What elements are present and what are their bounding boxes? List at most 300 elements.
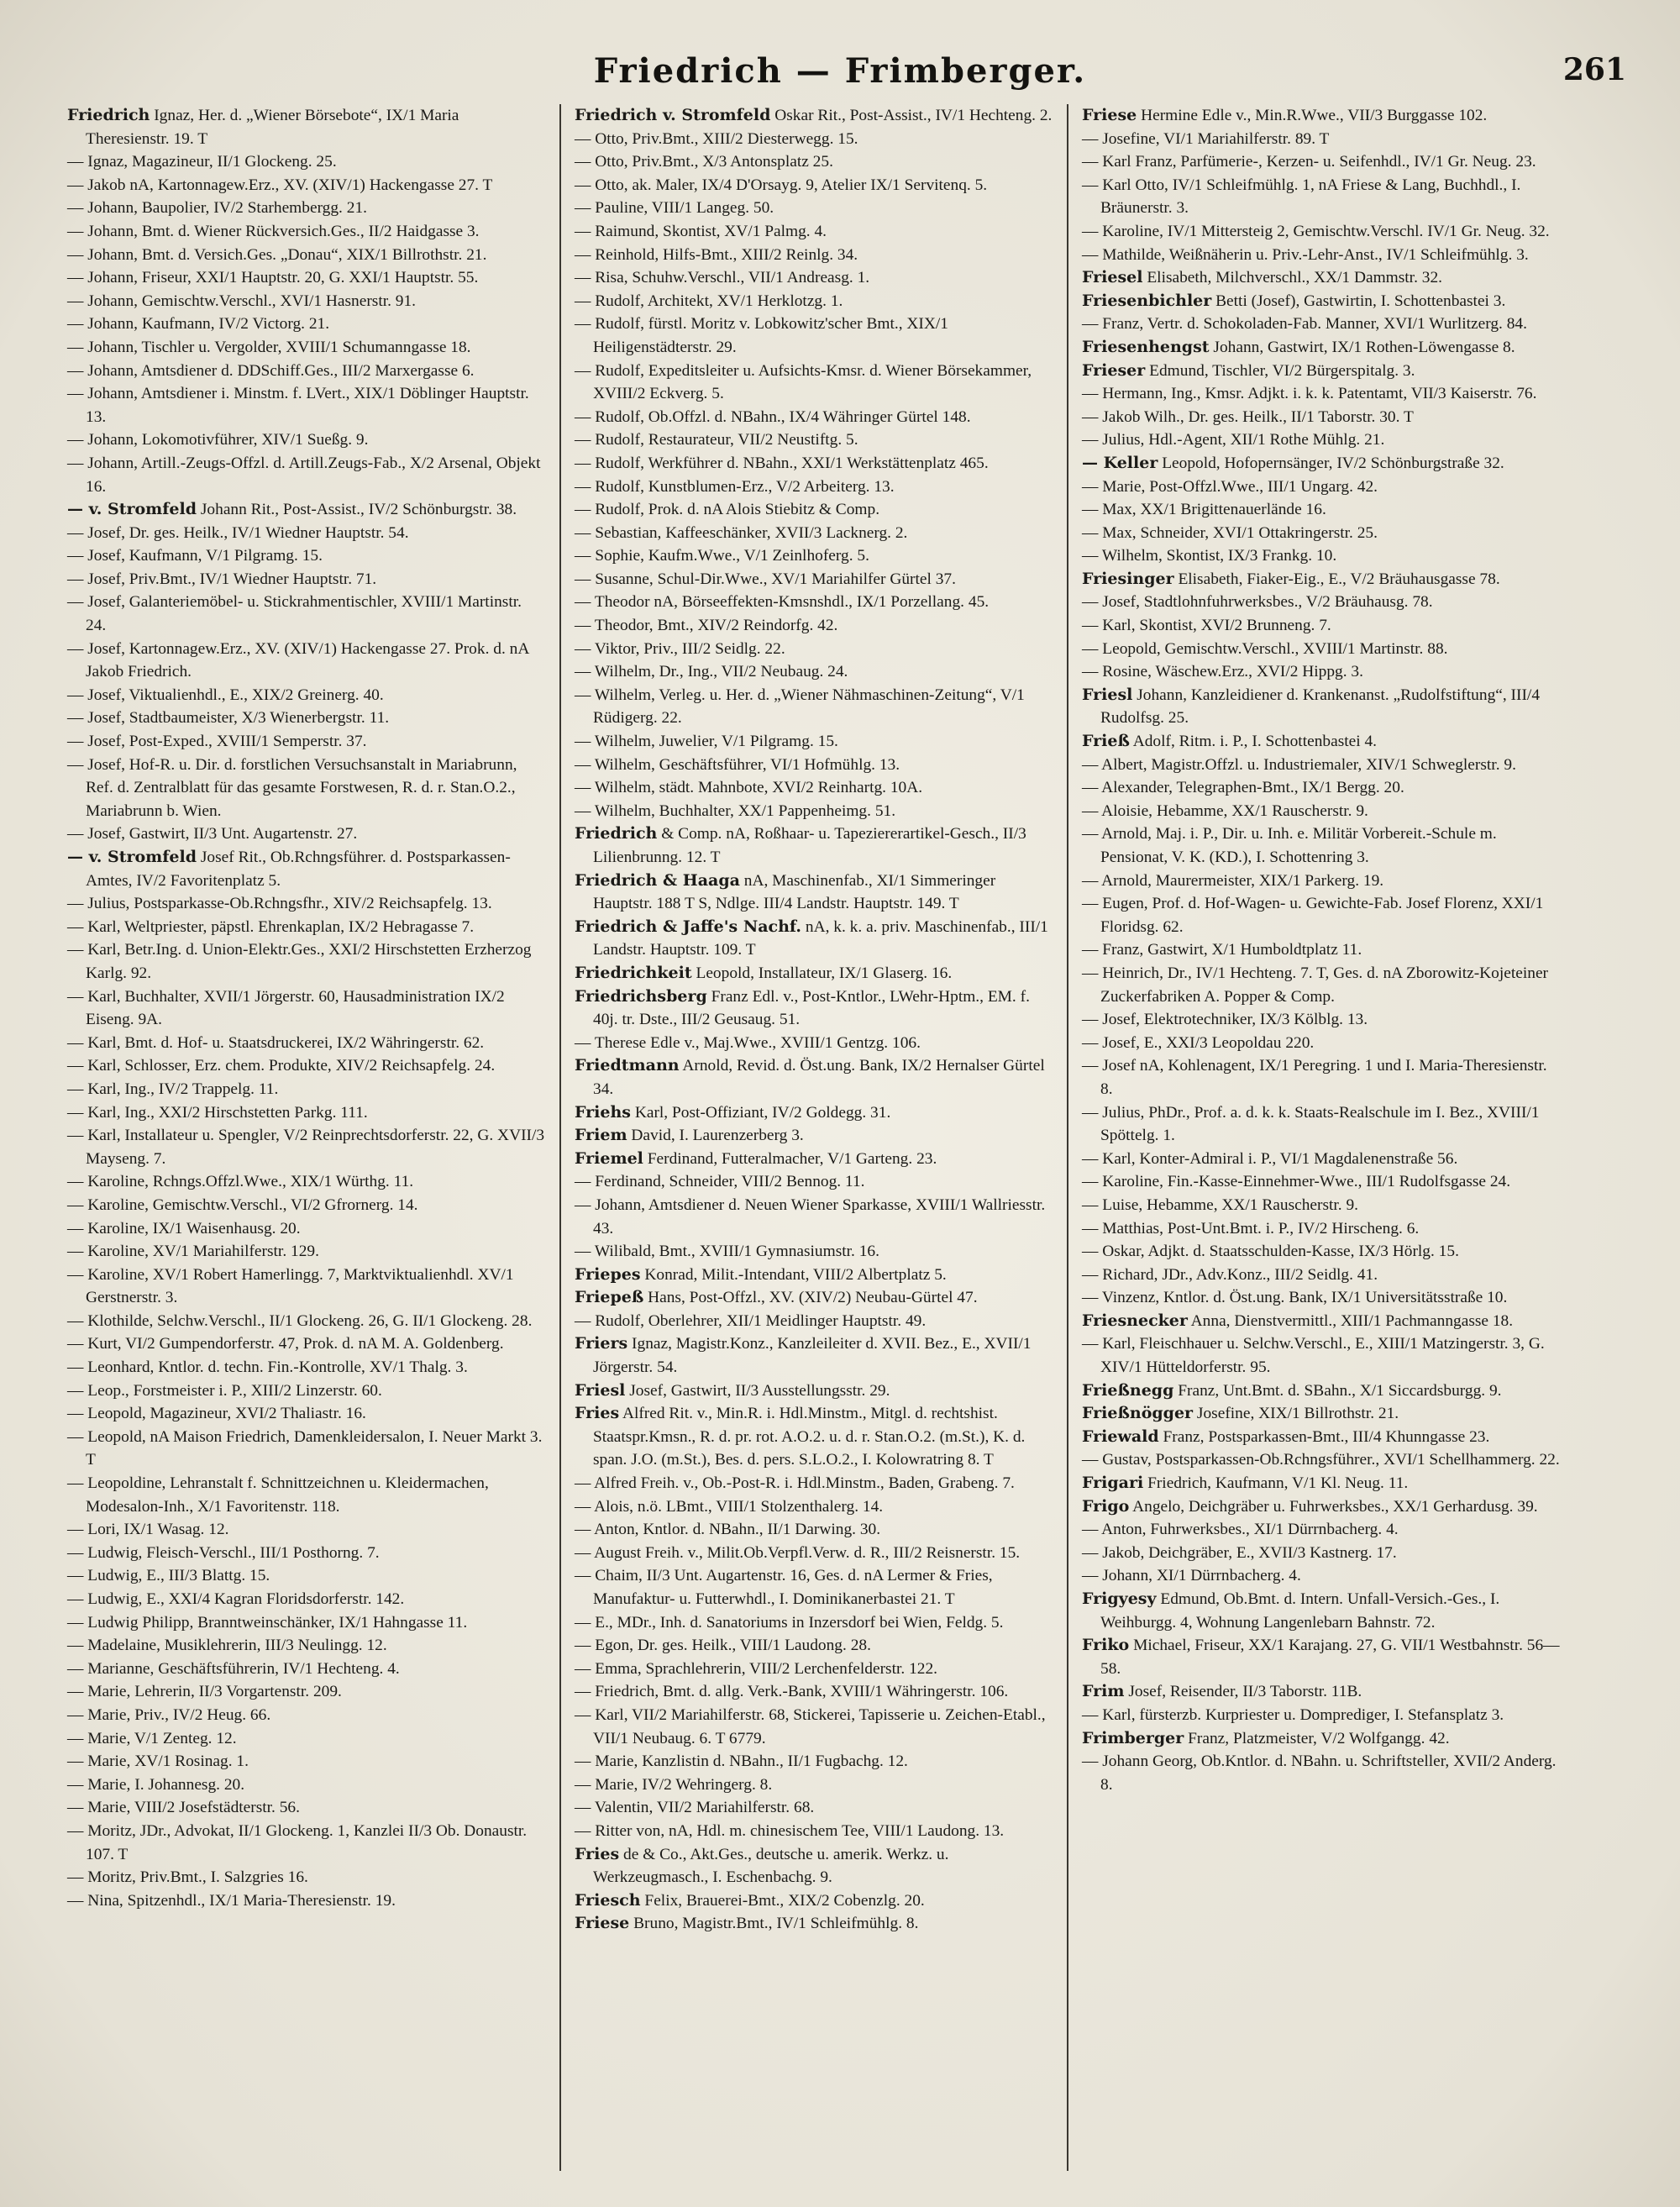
entry-details: — Karl, Betr.Ing. d. Union-Elektr.Ges., XXI/2 Hirschstetten Erzherzog Karlg. 92. [67, 941, 532, 982]
entry-details: Konrad, Milit.-Intendant, VIII/2 Albertplatz 5. [640, 1265, 947, 1284]
directory-entry [1082, 1402, 1561, 1426]
entry-details: — Johann, Amtsdiener i. Minstm. f. LVert., XIX/1 Döblinger Hauptstr. 13. [67, 385, 529, 426]
directory-entry [575, 1379, 1053, 1403]
directory-entry [67, 1704, 546, 1727]
directory-entry [67, 1564, 546, 1588]
directory-entry [1082, 1310, 1561, 1333]
entry-details: — Josef, Post-Exped., XVIII/1 Semperstr. 37. [67, 733, 367, 751]
directory-entry [1082, 290, 1561, 313]
directory-entry [575, 174, 1053, 197]
entry-details: — Johann, XI/1 Dürrnbacherg. 4. [1082, 1567, 1301, 1585]
entry-details: — Heinrich, Dr., IV/1 Hechteng. 7. T, Ges. d. nA Zborowitz-Kojeteiner Zuckerfabriken A. Popper & Comp. [1082, 964, 1549, 1006]
entry-surname: Friese [1082, 106, 1137, 124]
entry-details: — Moritz, Priv.Bmt., I. Salzgries 16. [67, 1868, 308, 1887]
directory-entry [575, 591, 1053, 614]
entry-surname: Frigyesy [1082, 1590, 1157, 1608]
directory-entry [575, 1310, 1053, 1333]
directory-entry [1082, 1750, 1561, 1796]
entry-details: — Moritz, JDr., Advokat, II/1 Glockeng. 1, Kanzlei II/3 Ob. Donaustr. 107. T [67, 1821, 528, 1863]
entry-details: — Rudolf, Restaurateur, VII/2 Neustiftg. 5. [575, 431, 858, 449]
entry-surname: Fries [575, 1404, 620, 1423]
entry-details: — Egon, Dr. ges. Heilk., VIII/1 Laudong. 28. [575, 1637, 871, 1655]
directory-entry [575, 1796, 1053, 1820]
directory-entry [1082, 892, 1561, 938]
entry-details: — Ludwig, Fleisch-Verschl., III/1 Posthorng. 7. [67, 1543, 380, 1562]
entry-details: — Josef, Priv.Bmt., IV/1 Wiedner Hauptstr. 71. [67, 570, 377, 588]
entry-details: — Leopold, nA Maison Friedrich, Damenkleidersalon, I. Neuer Markt 3. T [67, 1427, 543, 1469]
directory-entry [575, 568, 1053, 591]
entry-details: — Johann, Bmt. d. Versich.Ges. „Donau“, XIX/1 Billrothstr. 21. [67, 245, 487, 264]
directory-entry [1082, 1426, 1561, 1449]
entry-details: Arnold, Revid. d. Öst.ung. Bank, IX/2 Hernalser Gürtel 34. [593, 1057, 1045, 1098]
directory-entry [1082, 336, 1561, 360]
entry-details: — Johann, Baupolier, IV/2 Starhembergg. 21. [67, 199, 367, 218]
directory-entry [575, 197, 1053, 220]
directory-entry [67, 290, 546, 313]
directory-entry [1082, 1518, 1561, 1542]
directory-entry [1082, 800, 1561, 823]
entry-surname: Friemel [575, 1148, 643, 1168]
entry-details: — Richard, JDr., Adv.Konz., III/2 Seidlg. 41. [1082, 1265, 1378, 1284]
directory-entry [575, 1912, 1053, 1936]
entry-details: — Sebastian, Kaffeeschänker, XVII/3 Lacknerg. 2. [575, 523, 908, 542]
directory-entry [575, 730, 1053, 754]
directory-entry [1082, 360, 1561, 383]
directory-entry [1082, 1240, 1561, 1264]
directory-entry [67, 1889, 546, 1913]
entry-surname: Friese [575, 1914, 630, 1933]
directory-entry [67, 1820, 546, 1866]
entry-details: — Karoline, XV/1 Mariahilferstr. 129. [67, 1243, 319, 1261]
directory-entry [1082, 498, 1561, 522]
entry-details: — Karl, Schlosser, Erz. chem. Produkte, XIV/2 Reichsapfelg. 24. [67, 1057, 496, 1075]
directory-entry [67, 266, 546, 290]
entry-details: — Leopold, Gemischtw.Verschl., XVIII/1 Martinstr. 88. [1082, 639, 1448, 658]
entry-details: Angelo, Deichgräber u. Fuhrwerksbes., XX/1 Gerhardusg. 39. [1129, 1497, 1538, 1516]
directory-entry [67, 1217, 546, 1241]
directory-entry [67, 336, 546, 360]
directory-entry [67, 1170, 546, 1194]
entry-details: — Josefine, VI/1 Mariahilferstr. 89. T [1082, 129, 1330, 148]
directory-entry [1082, 1101, 1561, 1148]
directory-entry [1082, 1564, 1561, 1588]
entry-details: — Karl, Skontist, XVI/2 Brunneng. 7. [1082, 617, 1331, 635]
entry-details: Franz, Unt.Bmt. d. SBahn., X/1 Siccardsburgg. 9. [1173, 1381, 1502, 1400]
entry-details: — Ludwig Philipp, Branntweinschänker, IX/1 Hahngasse 11. [67, 1613, 468, 1632]
directory-entry [575, 476, 1053, 499]
column-2 [561, 104, 1068, 2171]
directory-entry [67, 684, 546, 707]
entry-details: — Alexander, Telegraphen-Bmt., IX/1 Bergg. 20. [1082, 779, 1404, 797]
entry-surname: Friesl [575, 1380, 626, 1400]
entry-details: — Josef, Stadtlohnfuhrwerksbes., V/2 Bräuhausg. 78. [1082, 593, 1433, 612]
directory-entry [67, 638, 546, 684]
entry-details: — Franz, Vertr. d. Schokoladen-Fab. Manner, XVI/1 Wurlitzerg. 84. [1082, 315, 1527, 334]
entry-details: — Marie, Kanzlistin d. NBahn., II/1 Fugbachg. 12. [575, 1752, 908, 1771]
entry-details: Franz Edl. v., Post-Kntlor., LWehr-Hptm., EM. f. 40j. tr. Dste., III/2 Geusaug. 51. [593, 987, 1030, 1029]
directory-entry [575, 1889, 1053, 1913]
entry-details: Leopold, Hofopernsänger, IV/2 Schönburgstraße 32. [1158, 454, 1504, 472]
entry-surname: Friewald [1082, 1427, 1159, 1446]
entry-details: Johann, Kanzleidiener d. Krankenanst. „Rudolfstiftung“, III/4 Rudolfsg. 25. [1100, 686, 1541, 728]
entry-details: — Josef, E., XXI/3 Leopoldau 220. [1082, 1033, 1315, 1052]
entry-details: — Leonhard, Kntlor. d. techn. Fin.-Kontrolle, XV/1 Thalg. 3. [67, 1358, 468, 1377]
directory-entry [575, 1750, 1053, 1773]
entry-details: — Wilhelm, Buchhalter, XX/1 Pappenheimg. 51. [575, 801, 896, 820]
directory-entry [1082, 128, 1561, 151]
directory-entry [67, 1078, 546, 1101]
directory-entry [67, 1356, 546, 1379]
entry-details: — Franz, Gastwirt, X/1 Humboldtplatz 11. [1082, 941, 1362, 959]
entry-surname: Friesl [1082, 685, 1133, 704]
entry-details: — Arnold, Maurermeister, XIX/1 Parkerg. 19. [1082, 871, 1384, 890]
entry-details: — Theodor nA, Börseeffekten-Kmsnshdl., IX/1 Porzellang. 45. [575, 593, 990, 612]
entry-details: — Wilhelm, Geschäftsführer, VI/1 Hofmühlg. 13. [575, 755, 900, 774]
directory-entry [1082, 406, 1561, 429]
entry-details: Elisabeth, Milchverschl., XX/1 Dammstr. 32. [1142, 269, 1443, 287]
entry-surname: Friesenbichler [1082, 291, 1212, 310]
entry-details: — Wilhelm, Verleg. u. Her. d. „Wiener Nähmaschinen-Zeitung“, V/1 Rüdigerg. 22. [575, 686, 1025, 728]
directory-entry [67, 382, 546, 428]
entry-surname: Friesel [1082, 268, 1143, 287]
entry-details: — Therese Edle v., Maj.Wwe., XVIII/1 Gentzg. 106. [575, 1033, 921, 1052]
entry-surname: Frimberger [1082, 1728, 1184, 1747]
entry-details: — Oskar, Adjkt. d. Staatsschulden-Kasse, IX/3 Hörlg. 15. [1082, 1243, 1459, 1261]
directory-entry [575, 684, 1053, 730]
entry-surname: Frieß [1082, 732, 1130, 751]
entry-surname: — v. Stromfeld [67, 848, 197, 866]
directory-entry [575, 614, 1053, 638]
entry-details: — Gustav, Postsparkassen-Ob.Rchngsführer., XVI/1 Schellhammerg. 22. [1082, 1451, 1560, 1469]
entry-details: — Julius, Hdl.-Agent, XII/1 Rothe Mühlg. 21. [1082, 431, 1385, 449]
directory-entry [1082, 1588, 1561, 1634]
entry-details: David, I. Laurenzerberg 3. [627, 1127, 804, 1145]
entry-details: — Rudolf, Prok. d. nA Alois Stiebitz & Comp. [575, 501, 880, 519]
entry-details: — Karl, Konter-Admiral i. P., VI/1 Magdalenenstraße 56. [1082, 1149, 1458, 1168]
directory-entry [1082, 476, 1561, 499]
entry-details: — Chaim, II/3 Unt. Augartenstr. 16, Ges. d. nA Lermer & Fries, Manufaktur- u. Futterwhdl., I. Dominikanerbastei 21. T [575, 1567, 993, 1608]
entry-details: — Johann, Kaufmann, IV/2 Victorg. 21. [67, 315, 330, 334]
directory-entry [1082, 1542, 1561, 1565]
directory-entry [575, 776, 1053, 800]
entry-details: — Rudolf, Oberlehrer, XII/1 Meidlinger Hauptstr. 49. [575, 1311, 927, 1330]
entry-details: — Wilibald, Bmt., XVIII/1 Gymnasiumstr. 16. [575, 1243, 879, 1261]
directory-entry [575, 1704, 1053, 1750]
entry-details: — Johann, Friseur, XXI/1 Hauptstr. 20, G. XXI/1 Hauptstr. 55. [67, 269, 479, 287]
entry-details: — Leopold, Magazineur, XVI/2 Thaliastr. 16. [67, 1405, 366, 1423]
directory-entry [1082, 266, 1561, 290]
directory-entry [67, 916, 546, 939]
page-number: 261 [1562, 52, 1626, 87]
entry-details: — Marie, V/1 Zenteg. 12. [67, 1729, 237, 1747]
entry-details: — Karl, Ing., XXI/2 Hirschstetten Parkg. 111. [67, 1103, 368, 1122]
directory-entry [575, 1518, 1053, 1542]
directory-entry [1082, 568, 1561, 591]
entry-details: Karl, Post-Offiziant, IV/2 Goldegg. 31. [630, 1103, 891, 1122]
directory-entry [1082, 244, 1561, 267]
directory-entry [1082, 1727, 1561, 1751]
entry-details: — Otto, ak. Maler, IX/4 D'Orsayg. 9, Atelier IX/1 Servitenq. 5. [575, 176, 988, 194]
entry-details: — Max, XX/1 Brigittenauerlände 16. [1082, 501, 1326, 519]
directory-entry [67, 1750, 546, 1773]
directory-entry [67, 892, 546, 916]
entry-details: — Josef nA, Kohlenagent, IX/1 Peregring. 1 und I. Maria-Theresienstr. 8. [1082, 1057, 1547, 1098]
entry-details: — Anton, Kntlor. d. NBahn., II/1 Darwing. 30. [575, 1521, 881, 1539]
entry-surname: Friepes [575, 1264, 641, 1284]
directory-entry [575, 1148, 1053, 1171]
entry-details: — Karl Otto, IV/1 Schleifmühlg. 1, nA Friese & Lang, Buchhdl., I. Bräunerstr. 3. [1082, 176, 1521, 218]
entry-details: — Josef, Kaufmann, V/1 Pilgramg. 15. [67, 547, 323, 565]
directory-entry [67, 1379, 546, 1403]
entry-details: Adolf, Ritm. i. P., I. Schottenbastei 4. [1129, 733, 1378, 751]
entry-details: — Reinhold, Hilfs-Bmt., XIII/2 Reinlg. 34. [575, 245, 858, 264]
directory-entry [575, 1843, 1053, 1889]
entry-details: & Comp. nA, Roßhaar- u. Tapeziererartikel-Gesch., II/3 Lilienbrunng. 12. T [593, 825, 1026, 866]
directory-entry [67, 1518, 546, 1542]
directory-entry [575, 313, 1053, 359]
entry-details: — Julius, PhDr., Prof. a. d. k. k. Staats-Realschule im I. Bez., XVIII/1 Spöttelg. 1. [1082, 1103, 1540, 1145]
entry-surname: Friers [575, 1334, 628, 1353]
entry-details: Betti (Josef), Gastwirtin, I. Schottenbastei 3. [1211, 292, 1506, 310]
entry-details: — Lori, IX/1 Wasag. 12. [67, 1521, 229, 1539]
entry-surname: — Keller [1082, 453, 1158, 472]
directory-entry [575, 290, 1053, 313]
entry-details: Alfred Rit. v., Min.R. i. Hdl.Minstm., Mitgl. d. rechtshist. Staatspr.Kmsn., R. d. pr. rot. A.O.2. u. d. r. Stan.O.2. (m.St.), K. d. span. J.O. (m.St.), Bes. d. pers. S.L.O.2., I. Kolowratring 8. T [593, 1405, 1026, 1469]
directory-entry [67, 846, 546, 892]
entry-details: — Matthias, Post-Unt.Bmt. i. P., IV/2 Hirscheng. 6. [1082, 1219, 1420, 1237]
directory-entry [67, 568, 546, 591]
directory-entry [1082, 1032, 1561, 1055]
entry-details: Elisabeth, Fiaker-Eig., E., V/2 Bräuhausgasse 78. [1173, 570, 1500, 588]
entry-surname: Friko [1082, 1636, 1130, 1655]
directory-entry [575, 1680, 1053, 1704]
directory-entry [67, 220, 546, 244]
directory-entry [67, 174, 546, 197]
directory-entry [575, 870, 1053, 916]
directory-entry [1082, 1634, 1561, 1680]
entry-details: — Josef, Galanteriemöbel- u. Stickrahmentischler, XVIII/1 Martinstr. 24. [67, 593, 522, 635]
entry-details: — Marie, Priv., IV/2 Heug. 66. [67, 1705, 271, 1724]
entry-details: Friedrich, Kaufmann, V/1 Kl. Neug. 11. [1143, 1474, 1409, 1493]
entry-details: — Karoline, IX/1 Waisenhausg. 20. [67, 1219, 301, 1237]
directory-entry [575, 800, 1053, 823]
directory-entry [1082, 1680, 1561, 1704]
entry-details: — Rudolf, Architekt, XV/1 Herklotzg. 1. [575, 292, 843, 310]
entry-surname: Frieser [1082, 360, 1146, 380]
entry-surname: Friesch [575, 1890, 641, 1910]
directory-entry [575, 1564, 1053, 1611]
directory-entry [67, 1472, 546, 1518]
entry-details: — Johann, Gemischtw.Verschl., XVI/1 Hasnerstr. 91. [67, 292, 417, 310]
entry-details: — Susanne, Schul-Dir.Wwe., XV/1 Mariahilfer Gürtel 37. [575, 570, 956, 588]
directory-entry [1082, 428, 1561, 452]
directory-entry [67, 1727, 546, 1751]
entry-details: — Karl, Bmt. d. Hof- u. Staatsdruckerei, IX/2 Währingerstr. 62. [67, 1033, 485, 1052]
directory-entry [67, 1542, 546, 1565]
entry-details: — Rudolf, Expeditsleiter u. Aufsichts-Kmsr. d. Wiener Börsekammer, XVIII/2 Eckverg. 5. [575, 361, 1032, 403]
entry-details: — Leopoldine, Lehranstalt f. Schnittzeichnen u. Kleidermachen, Modesalon-Inh., X/1 Favoritenstr. 118. [67, 1474, 489, 1516]
directory-entry [575, 1332, 1053, 1379]
entry-details: — Marie, IV/2 Wehringerg. 8. [575, 1775, 773, 1794]
entry-details: — Josef, Elektrotechniker, IX/3 Kölblg. 13. [1082, 1011, 1368, 1029]
page-header [54, 45, 1626, 96]
directory-entry [575, 244, 1053, 267]
column-3 [1068, 104, 1574, 2171]
directory-entry [1082, 684, 1561, 730]
entry-details: — Anton, Fuhrwerksbes., XI/1 Dürrnbacherg. 4. [1082, 1521, 1399, 1539]
entry-details: — Max, Schneider, XVI/1 Ottakringerstr. 25. [1082, 523, 1378, 542]
entry-details: — Wilhelm, städt. Mahnbote, XVI/2 Reinhartg. 10A. [575, 779, 923, 797]
entry-details: — Karl, Ing., IV/2 Trappelg. 11. [67, 1080, 279, 1098]
entry-details: — Valentin, VII/2 Mariahilferstr. 68. [575, 1799, 815, 1817]
directory-entry [1082, 1448, 1561, 1472]
entry-details: — Johann, Amtsdiener d. DDSchiff.Ges., III/2 Marxergasse 6. [67, 361, 475, 380]
entry-surname: Frim [1082, 1682, 1125, 1701]
entry-surname: Friesnecker [1082, 1311, 1188, 1330]
directory-entry [1082, 1264, 1561, 1287]
directory-entry [575, 452, 1053, 476]
directory-entry [67, 1773, 546, 1797]
directory-entry [1082, 1286, 1561, 1310]
entry-details: — Otto, Priv.Bmt., XIII/2 Diesterwegg. 15. [575, 129, 858, 148]
directory-entry [575, 1634, 1053, 1658]
directory-entry [67, 1194, 546, 1217]
entry-details: — Nina, Spitzenhdl., IX/1 Maria-Theresienstr. 19. [67, 1891, 396, 1910]
directory-entry [575, 1542, 1053, 1565]
directory-entry [67, 707, 546, 730]
directory-entry [1082, 1379, 1561, 1403]
directory-entry [575, 1054, 1053, 1101]
running-head: Friedrich — Frimberger. [593, 50, 1087, 91]
directory-entry [67, 938, 546, 985]
directory-entry [67, 104, 546, 150]
directory-entry [1082, 660, 1561, 684]
directory-entry [575, 822, 1053, 869]
directory-entry [67, 1101, 546, 1125]
directory-entry [67, 522, 546, 545]
entry-details: Leopold, Installateur, IX/1 Glaserg. 16. [691, 964, 953, 982]
entry-details: — Theodor, Bmt., XIV/2 Reindorfg. 42. [575, 617, 838, 635]
directory-entry [1082, 104, 1561, 128]
entry-details: — Ignaz, Magazineur, II/1 Glockeng. 25. [67, 153, 337, 171]
directory-entry [67, 1426, 546, 1472]
entry-surname: Frigari [1082, 1474, 1144, 1493]
directory-entry [67, 1588, 546, 1611]
entry-details: — Arnold, Maj. i. P., Dir. u. Inh. e. Militär Vorbereit.-Schule m. Pensionat, V. K. (KD.), I. Schottenring 3. [1082, 825, 1497, 866]
entry-details: Josef Rit., Ob.Rchngsführer. d. Postsparkassen-Amtes, IV/2 Favoritenplatz 5. [86, 849, 511, 890]
entry-surname: Friedrichsberg [575, 986, 707, 1006]
entry-details: — Wilhelm, Dr., Ing., VII/2 Neubaug. 24. [575, 663, 848, 681]
directory-entry [67, 498, 546, 522]
directory-entry [1082, 544, 1561, 568]
entry-details: — Karoline, Gemischtw.Verschl., VI/2 Gfrornerg. 14. [67, 1195, 418, 1214]
entry-details: — Risa, Schuhw.Verschl., VII/1 Andreasg. 1. [575, 269, 870, 287]
entry-surname: Friedrichkeit [575, 963, 692, 982]
directory-entry [1082, 522, 1561, 545]
entry-details: de & Co., Akt.Ges., deutsche u. amerik. Werkz. u. Werkzeugmasch., I. Eschenbachg. 9. [593, 1845, 949, 1887]
entry-surname: Friesenhengst [1082, 337, 1210, 356]
directory-entry [1082, 1170, 1561, 1194]
directory-entry [67, 544, 546, 568]
entry-details: Felix, Brauerei-Bmt., XIX/2 Cobenzlg. 20. [640, 1891, 925, 1910]
directory-entry [67, 1634, 546, 1658]
directory-entry [1082, 313, 1561, 336]
directory-entry [575, 1194, 1053, 1240]
entry-details: — Johann, Amtsdiener d. Neuen Wiener Sparkasse, XVIII/1 Wallriesstr. 43. [575, 1195, 1046, 1237]
directory-entry [1082, 1194, 1561, 1217]
entry-details: — Josef, Kartonnagew.Erz., XV. (XIV/1) Hackengasse 27. Prok. d. nA Jakob Friedrich. [67, 639, 529, 681]
entry-details: — Wilhelm, Skontist, IX/3 Frankg. 10. [1082, 547, 1337, 565]
directory-entry [575, 150, 1053, 174]
entry-surname: Friedrich & Haaga [575, 870, 740, 890]
entry-details: Josefine, XIX/1 Billrothstr. 21. [1193, 1405, 1399, 1423]
directory-entry [575, 1495, 1053, 1519]
entry-surname: Friesinger [1082, 569, 1174, 588]
entry-details: — Ludwig, E., XXI/4 Kagran Floridsdorferstr. 142. [67, 1590, 405, 1608]
entry-details: — Karl, Buchhalter, XVII/1 Jörgerstr. 60, Hausadministration IX/2 Eiseng. 9A. [67, 987, 505, 1029]
directory-entry [575, 1101, 1053, 1125]
directory-entry [67, 1332, 546, 1356]
entry-details: — Pauline, VIII/1 Langeg. 50. [575, 199, 774, 218]
entry-details: — Jakob, Deichgräber, E., XVII/3 Kastnerg. 17. [1082, 1543, 1397, 1562]
entry-surname: Frigo [1082, 1496, 1130, 1516]
directory-entry [575, 1658, 1053, 1681]
entry-details: Ferdinand, Futteralmacher, V/1 Garteng. 23. [643, 1149, 937, 1168]
entry-details: — Ritter von, nA, Hdl. m. chinesischem Tee, VIII/1 Laudong. 13. [575, 1821, 1005, 1840]
directory-entry [1082, 870, 1561, 893]
entry-details: Anna, Dienstvermittl., XIII/1 Pachmanngasse 18. [1187, 1311, 1514, 1330]
directory-entry [67, 244, 546, 267]
directory-entry [67, 1866, 546, 1889]
directory-entry [575, 1286, 1053, 1310]
column-1 [54, 104, 561, 2171]
entry-details: Franz, Platzmeister, V/2 Wolfgangg. 42. [1184, 1729, 1450, 1747]
directory-entry [67, 360, 546, 383]
entry-details: — Alfred Freih. v., Ob.-Post-R. i. Hdl.Minstm., Baden, Grabeng. 7. [575, 1474, 1015, 1493]
directory-entry [575, 1611, 1053, 1635]
entry-details: — Karoline, XV/1 Robert Hamerlingg. 7, Marktviktualienhdl. XV/1 Gerstnerstr. 3. [67, 1265, 514, 1307]
entry-details: — Josef, Hof-R. u. Dir. d. forstlichen Versuchsanstalt in Mariabrunn, Ref. d. Zentralblatt für das gesamte Forstwesen, R. d. r. Stan.O.2., Mariabrunn b. Wien. [67, 755, 517, 820]
directory-entry [575, 962, 1053, 985]
directory-entry [575, 428, 1053, 452]
entry-details: — Johann, Bmt. d. Wiener Rückversich.Ges., II/2 Haidgasse 3. [67, 222, 480, 240]
entry-details: — Josef, Gastwirt, II/3 Unt. Augartenstr. 27. [67, 825, 358, 843]
directory-entry [67, 428, 546, 452]
entry-details: nA, Maschinenfab., XI/1 Simmeringer Hauptstr. 188 T S, Ndlge. III/4 Landstr. Hauptstr. 149. T [593, 871, 996, 913]
directory-entry [1082, 1704, 1561, 1727]
entry-details: Hans, Post-Offzl., XV. (XIV/2) Neubau-Gürtel 47. [643, 1289, 978, 1307]
directory-entry [1082, 591, 1561, 614]
directory-entry [1082, 1148, 1561, 1171]
entry-details: — Hermann, Ing., Kmsr. Adjkt. i. k. k. Patentamt, VII/3 Kaiserstr. 76. [1082, 385, 1537, 403]
entry-details: — Rudolf, fürstl. Moritz v. Lobkowitz'scher Bmt., XIX/1 Heiligenstädterstr. 29. [575, 315, 948, 356]
entry-details: Edmund, Tischler, VI/2 Bürgerspitalg. 3. [1145, 361, 1415, 380]
directory-entry [1082, 1332, 1561, 1379]
directory-entry [575, 1820, 1053, 1843]
directory-entry [575, 1240, 1053, 1264]
entry-details: — Karl Franz, Parfümerie-, Kerzen- u. Seifenhdl., IV/1 Gr. Neug. 23. [1082, 153, 1536, 171]
directory-entry [1082, 822, 1561, 869]
entry-details: Bruno, Magistr.Bmt., IV/1 Schleifmühlg. 8. [629, 1915, 919, 1933]
entry-details: Ignaz, Her. d. „Wiener Börsebote“, IX/1 Maria Theresienstr. 19. T [86, 107, 459, 148]
directory-entry [575, 1472, 1053, 1495]
directory-entry [67, 822, 546, 846]
entry-details: — Wilhelm, Juwelier, V/1 Pilgramg. 15. [575, 733, 838, 751]
directory-entry [575, 266, 1053, 290]
directory-entry [1082, 754, 1561, 777]
entry-details: — Eugen, Prof. d. Hof-Wagen- u. Gewichte-Fab. Josef Florenz, XXI/1 Floridsg. 62. [1082, 895, 1544, 936]
entry-details: — Sophie, Kaufm.Wwe., V/1 Zeinlhoferg. 5. [575, 547, 869, 565]
